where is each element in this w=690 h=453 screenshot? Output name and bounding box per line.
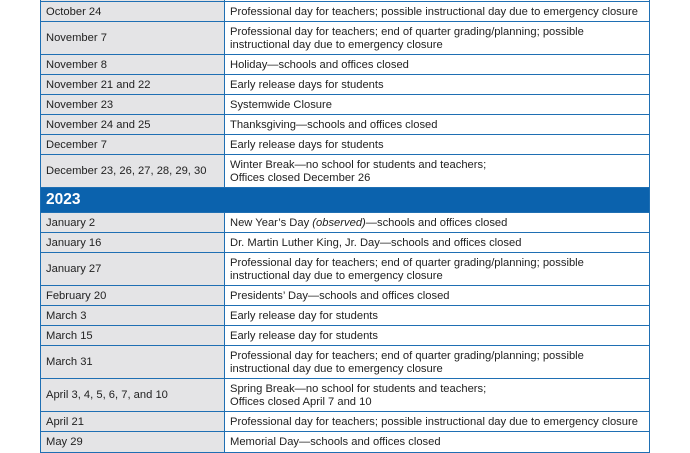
description-cell: Memorial Day—schools and offices closed xyxy=(225,432,650,453)
date-cell: January 16 xyxy=(41,233,225,253)
date-cell: May 29 xyxy=(41,432,225,453)
table-row xyxy=(41,115,650,135)
description-cell: Early release days for students xyxy=(225,75,650,95)
description-cell: Professional day for teachers; end of quarter grading/planning; possible instructional day due to emergency closure xyxy=(225,22,650,55)
table-row xyxy=(41,379,650,412)
description-cell: Presidents’ Day—schools and offices closed xyxy=(225,286,650,306)
date-cell: March 3 xyxy=(41,306,225,326)
date-cell: November 21 and 22 xyxy=(41,75,225,95)
year-heading: 2023 xyxy=(41,188,650,213)
description-cell: Dr. Martin Luther King, Jr. Day—schools and offices closed xyxy=(225,233,650,253)
date-cell: February 20 xyxy=(41,286,225,306)
observed-note: (observed) xyxy=(312,216,366,229)
description-cell: Early release day for students xyxy=(225,306,650,326)
description-cell: Early release days for students xyxy=(225,135,650,155)
date-cell: December 23, 26, 27, 28, 29, 30 xyxy=(41,155,225,188)
description-cell: Thanksgiving—schools and offices closed xyxy=(225,115,650,135)
date-cell: November 8 xyxy=(41,55,225,75)
date-cell: March 31 xyxy=(41,346,225,379)
table-row xyxy=(41,55,650,75)
table-row xyxy=(41,22,650,55)
description-text: New Year’s Day xyxy=(230,216,313,229)
table-row xyxy=(41,2,650,22)
date-cell: January 27 xyxy=(41,253,225,286)
year-header-row xyxy=(41,188,650,213)
description-cell xyxy=(225,155,650,188)
description-line: Offices closed December 26 xyxy=(230,171,371,184)
date-cell: April 3, 4, 5, 6, 7, and 10 xyxy=(41,379,225,412)
date-cell: January 2 xyxy=(41,213,225,233)
table-row xyxy=(41,233,650,253)
date-cell: November 24 and 25 xyxy=(41,115,225,135)
table-row xyxy=(41,75,650,95)
description-cell: Professional day for teachers; end of quarter grading/planning; possible instructional day due to emergency closure xyxy=(225,346,650,379)
description-cell xyxy=(225,213,650,233)
description-line: Winter Break—no school for students and teachers; xyxy=(230,159,487,171)
table-row xyxy=(41,326,650,346)
date-cell: November 23 xyxy=(41,95,225,115)
date-cell: October 24 xyxy=(41,2,225,22)
table-row xyxy=(41,346,650,379)
school-calendar-table xyxy=(40,0,650,453)
table-row xyxy=(41,306,650,326)
table-row xyxy=(41,135,650,155)
description-line: Offices closed April 7 and 10 xyxy=(230,395,372,408)
table-row xyxy=(41,95,650,115)
table-row xyxy=(41,253,650,286)
description-cell: Holiday—schools and offices closed xyxy=(225,55,650,75)
date-cell: November 7 xyxy=(41,22,225,55)
table-row xyxy=(41,286,650,306)
description-line: Spring Break—no school for students and teachers; xyxy=(230,383,487,395)
description-cell: Professional day for teachers; possible instructional day due to emergency closure xyxy=(225,412,650,432)
description-cell: Professional day for teachers; possible instructional day due to emergency closure xyxy=(225,2,650,22)
table-row xyxy=(41,432,650,453)
date-cell: April 21 xyxy=(41,412,225,432)
description-cell: Professional day for teachers; end of quarter grading/planning; possible instructional day due to emergency closure xyxy=(225,253,650,286)
description-cell: Systemwide Closure xyxy=(225,95,650,115)
date-cell: March 15 xyxy=(41,326,225,346)
description-cell xyxy=(225,379,650,412)
description-cell: Early release day for students xyxy=(225,326,650,346)
description-text: —schools and offices closed xyxy=(365,216,508,229)
table-row xyxy=(41,412,650,432)
table-row xyxy=(41,213,650,233)
table-row xyxy=(41,155,650,188)
date-cell: December 7 xyxy=(41,135,225,155)
